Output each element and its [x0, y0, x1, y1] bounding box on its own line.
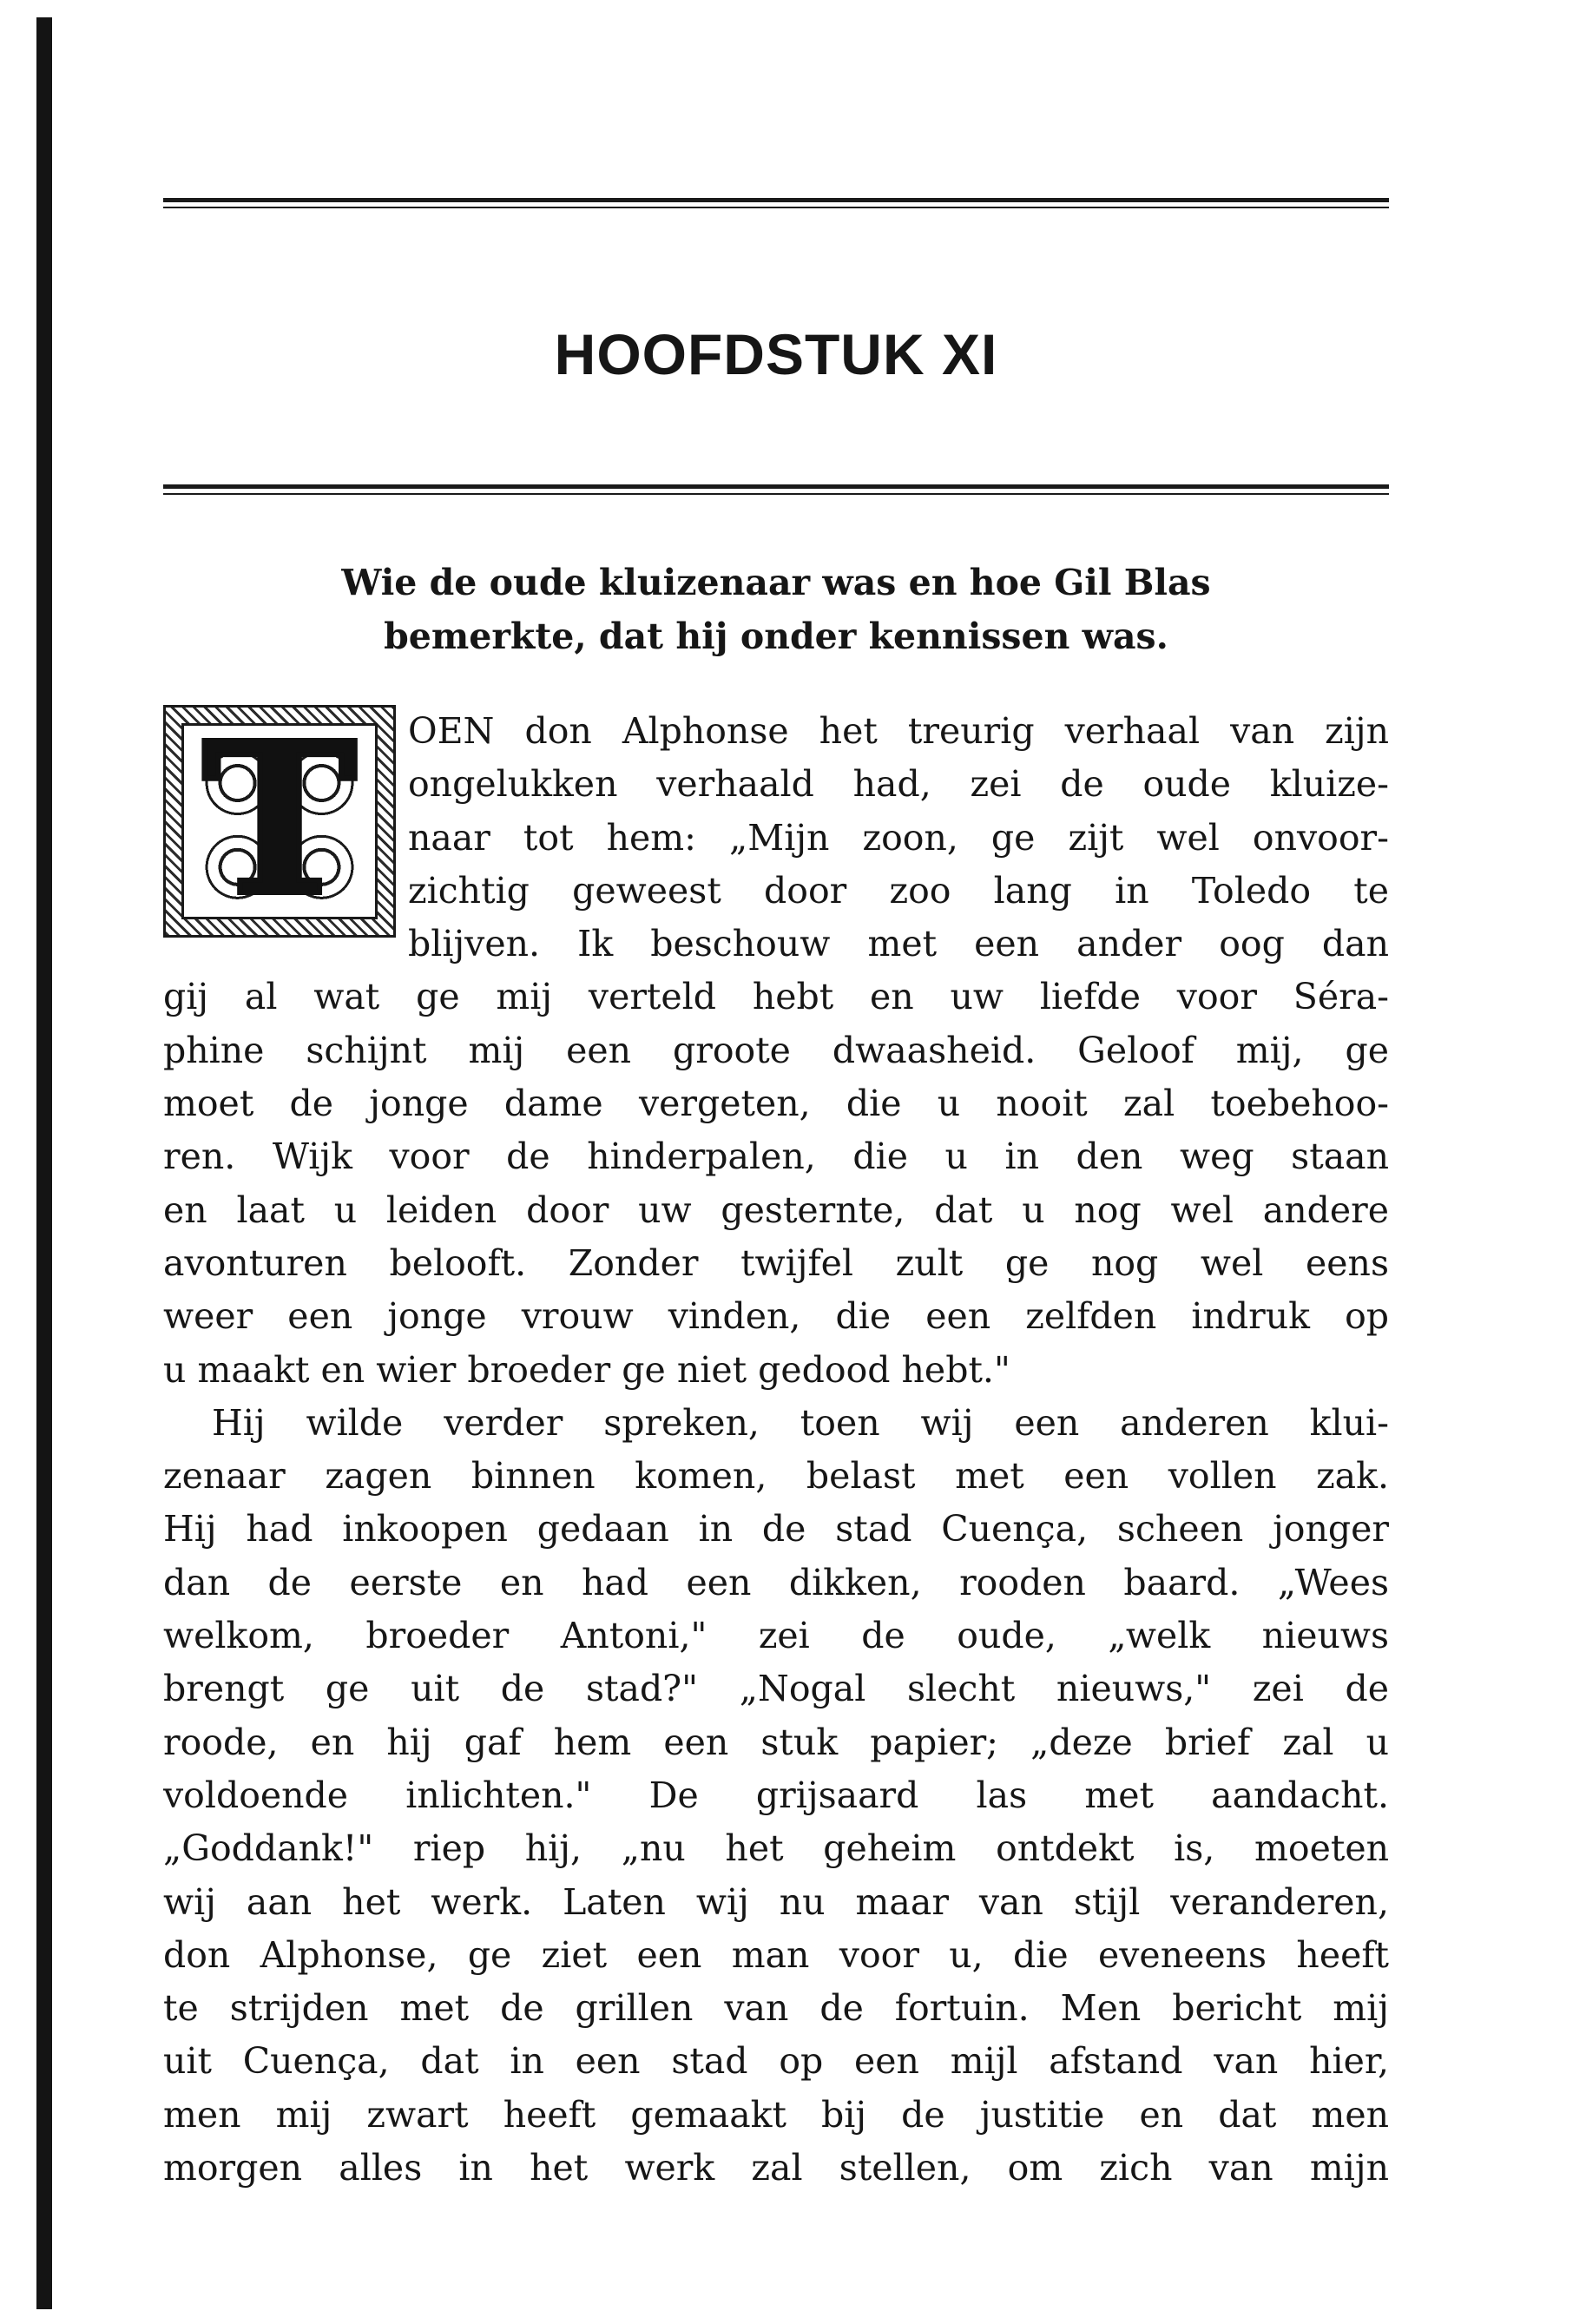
body-line: men mij zwart heeft gemaakt bij de justitie en dat men [163, 2093, 1389, 2136]
body-line: ren. Wijk voor de hinderpalen, die u in den weg staan [163, 1136, 1389, 1178]
body-line: zenaar zagen binnen komen, belast met een vollen zak. [163, 1455, 1389, 1498]
drop-cap-letter: T [201, 697, 358, 942]
body-line: Hij wilde verder spreken, toen wij een anderen klui- [212, 1401, 1389, 1444]
page-binding-edge [36, 17, 52, 2309]
body-line: blijven. Ik beschouw met een ander oog dan [408, 923, 1389, 965]
body-line: uit Cuença, dat in een stad op een mijl afstand van hier, [163, 2040, 1389, 2083]
body-line: ongelukken verhaald had, zei de oude kluize- [408, 763, 1389, 806]
body-line: wij aan het werk. Laten wij nu maar van stijl veranderen, [163, 1880, 1389, 1923]
body-line: weer een jonge vrouw vinden, die een zelfden indruk op [163, 1295, 1389, 1338]
subtitle-line: Wie de oude kluizenaar was en hoe Gil Blas [341, 562, 1211, 603]
body-line: welkom, broeder Antoni," zei de oude, „welk nieuws [163, 1615, 1389, 1657]
body-line: brengt ge uit de stad?" „Nogal slecht nieuws," zei de [163, 1668, 1389, 1710]
body-line: moet de jonge dame vergeten, die u nooit zal toebehoo- [163, 1083, 1389, 1125]
body-line: roode, en hij gaf hem een stuk papier; „deze brief zal u [163, 1721, 1389, 1763]
body-line: naar tot hem: „Mijn zoon, ge zijt wel onvoor- [408, 816, 1389, 859]
chapter-subtitle [163, 556, 1389, 663]
body-line: Hij had inkoopen gedaan in de stad Cuença, scheen jonger [163, 1508, 1389, 1550]
body-line: te strijden met de grillen van de fortuin. Men bericht mij [163, 1987, 1389, 2030]
body-text [163, 697, 1389, 2195]
body-line: „Goddank!" riep hij, „nu het geheim ontdekt is, moeten [163, 1827, 1389, 1870]
body-line: phine schijnt mij een groote dwaasheid. Geloof mij, ge [163, 1029, 1389, 1071]
top-double-rule [163, 198, 1389, 208]
body-line: zichtig geweest door zoo lang in Toledo te [408, 869, 1389, 912]
bottom-double-rule [163, 484, 1389, 495]
body-line: voldoende inlichten." De grijsaard las met aandacht. [163, 1774, 1389, 1816]
body-line: OEN don Alphonse het treurig verhaal van zijn [408, 710, 1389, 752]
chapter-title: HOOFDSTUK XI [554, 322, 998, 386]
body-line: gij al wat ge mij verteld hebt en uw liefde voor Séra- [163, 976, 1389, 1018]
body-line: en laat u leiden door uw gesternte, dat u nog wel andere [163, 1188, 1389, 1231]
body-line: avonturen belooft. Zonder twijfel zult ge nog wel eens [163, 1241, 1389, 1284]
body-line: dan de eerste en had een dikken, rooden baard. „Wees [163, 1561, 1389, 1603]
body-line: don Alphonse, ge ziet een man voor u, die eveneens heeft [163, 1933, 1389, 1976]
subtitle-line: bemerkte, dat hij onder kennissen was. [384, 616, 1168, 657]
body-line: morgen alles in het werk zal stellen, om zich van mijn [163, 2147, 1389, 2189]
body-line: u maakt en wier broeder ge niet gedood hebt." [163, 1348, 1010, 1391]
